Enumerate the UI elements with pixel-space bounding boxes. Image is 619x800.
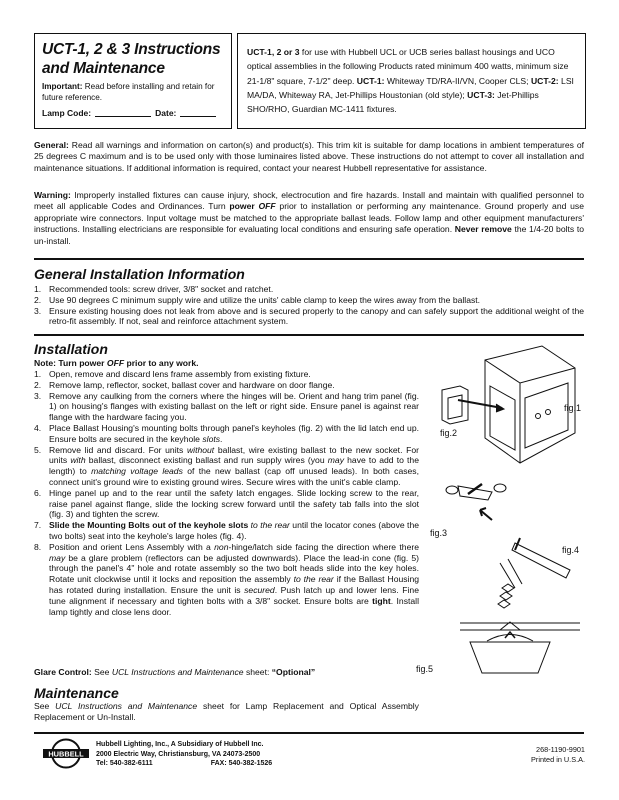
lamp-code-blank — [95, 108, 151, 117]
document-title: UCT-1, 2 & 3 Instructions and Maintenance — [42, 41, 221, 77]
divider-1 — [34, 258, 584, 260]
general-installation-list — [34, 284, 584, 327]
installation-heading: Installation — [34, 341, 108, 357]
title-box — [34, 33, 232, 129]
list-item: 7. Slide the Mounting Bolts out of the keyhole slots to the rear until the locator cones (above the two bolts) seat into the keyhole's large holes (fig. 4). — [34, 520, 419, 541]
list-item: 6. Hinge panel up and to the rear until the safety latch engages. Slide locking screw to the rear, raise panel against flange, slide the locking screw forward until the safety tab falls into the slot (fig. 3) and tighten the screw. — [34, 487, 419, 520]
glare-control: Glare Control: See UCL Instructions and Maintenance sheet: “Optional” — [34, 667, 316, 677]
installation-figures — [430, 338, 590, 683]
fig1-housing-drawing — [442, 346, 575, 463]
divider-2 — [34, 334, 584, 336]
list-item: 1. Open, remove and discard lens frame assembly from existing fixture. — [34, 369, 311, 379]
compatibility-box: UCT-1, 2 or 3 for use with Hubbell UCL or UCB series ballast housings and UCO optical assemblies in the following Products rated minimum 400 watts, minimum size 21-1/8" square, 7-1/2" deep. UCT-1: Whiteway TD/RA-II/VN, Cooper CLS; UCT-2: LSI MA/DA, Whiteway RA, Jet-Phillips Houstonian (old style); UCT-3: Jet-Phillips SHO/RHO, Guardian MC-1411 fixtures. — [237, 33, 586, 129]
fig4-drawing — [498, 538, 570, 608]
printed-in: Printed in U.S.A. — [531, 755, 585, 764]
fig3-drawing — [446, 484, 506, 520]
fig2-label: fig.2 — [440, 428, 458, 438]
footer-address: Hubbell Lighting, Inc., A Subsidiary of Hubbell Inc. 2000 Electric Way, Christiansburg, VA 24073-2500 Tel: 540-382-6111 FAX: 540-382-1526 — [96, 741, 273, 767]
maintenance-heading: Maintenance — [34, 685, 119, 701]
installation-steps — [34, 369, 419, 617]
fig5-drawing — [460, 622, 580, 673]
lamp-code-label: Lamp Code: — [42, 108, 92, 118]
code-date-fields — [42, 108, 224, 118]
list-item: 5. Remove lid and discard. For units without ballast, wire existing ballast to the new socket. For units with ballast, disconnect existing ballast and run supply wires (you may have to add to the length) to matching voltage leads of the new ballast (cap off unused leads). In both cases, connect unit's ground wire to existing ground wires. Secure wires with the unit's cable clamp. — [34, 444, 419, 487]
fig4-label: fig.4 — [562, 545, 580, 555]
maintenance-text: See UCL Instructions and Maintenance sheet for Lamp Replacement and Optical Assembly Replacement or Un-Install. — [34, 701, 419, 723]
warning-paragraph: Warning: Improperly installed fixtures can cause injury, shock, electrocution and fire hazards. Install and maintain with qualified personnel to meet all applicable Codes and Ordinances. Turn power OFF prior to installation or performing any maintenance. Ground properly and use appropriate wire connectors. Input voltage must be matched to the appropriate ballast leads. Follow lamp and other equipment manufacturers' instructions. Installing electricians are responsible for evaluating local conditions and ensuring safe operation. Never remove the 1/4-20 bolts to un-install. — [34, 190, 585, 246]
date-label: Date: — [155, 108, 177, 118]
important-note: Important: Read before installing and retain for future reference. — [42, 82, 215, 102]
svg-text:HUBBELL: HUBBELL — [48, 749, 84, 759]
list-item: 8. Position and orient Lens Assembly with a non-hinge/latch side facing the direction where there may be a glare problem (reflectors can be adjusted downwards). Place the lead-in cone (fig. 5) through the panel's 4" hole and rotate assembly so the two bolt heads slide into the key holes. Rotate unit clockwise until it locks and reposition the assembly to the rear if the Ballast Housing has rotated during installation. Ensure the unit is secured. Push latch up and lower lens. Fine tune alignment if necessary and tighten bolts with a 3/8" socket. Ensure bolts are tight. Install lamp tightly and close lens door. — [34, 541, 420, 617]
list-item: 2. Remove lamp, reflector, socket, ballast cover and hardware on door flange. — [34, 379, 335, 390]
hubbell-logo — [40, 738, 92, 769]
fig3-label: fig.3 — [430, 528, 448, 538]
doc-number: 268-1190-9901 — [536, 745, 585, 754]
installation-note: Note: Turn power OFF prior to any work. — [34, 358, 199, 368]
date-blank — [180, 108, 216, 117]
fig1-label: fig.1 — [564, 403, 582, 413]
footer-doc-info — [500, 745, 585, 765]
divider-3 — [34, 732, 584, 734]
list-item: 3. Ensure existing housing does not leak from above and is secured properly to the canopy and can safely support the additional weight of the retro-fit assembly. If not, seal and reinforce attachment system. — [34, 305, 584, 327]
fig5-label: fig.5 — [416, 664, 434, 674]
list-item: 3. Remove any caulking from the corners where the hinges will be. Orient and hang trim panel (fig. 1) on housing's flanges with existing ballast on the left or right side. Ensure panel is against rear flange with the hardware facing you. — [34, 390, 419, 423]
general-paragraph: General: Read all warnings and information on carton(s) and product(s). This trim kit is suitable for damp locations in ambient temperatures of 25 degrees C maximum and is to be used only with those luminaires listed above. These instructions do not attempt to cover all installation and maintenance situations. If additional information is required, contact your nearest Hubbell representative for assistance. — [34, 140, 584, 173]
general-installation-heading: General Installation Information — [34, 266, 245, 282]
list-item: 4. Place Ballast Housing's mounting bolts through panel's keyholes (fig. 2) with the lid latch end up. Ensure bolts are secured in the keyhole slots. — [34, 422, 419, 444]
list-item: 1. Recommended tools: screw driver, 3/8" socket and ratchet. — [34, 284, 274, 294]
list-item: 2. Use 90 degrees C minimum supply wire and utilize the units' cable clamp to keep the wires away from the ballast. — [34, 294, 481, 305]
